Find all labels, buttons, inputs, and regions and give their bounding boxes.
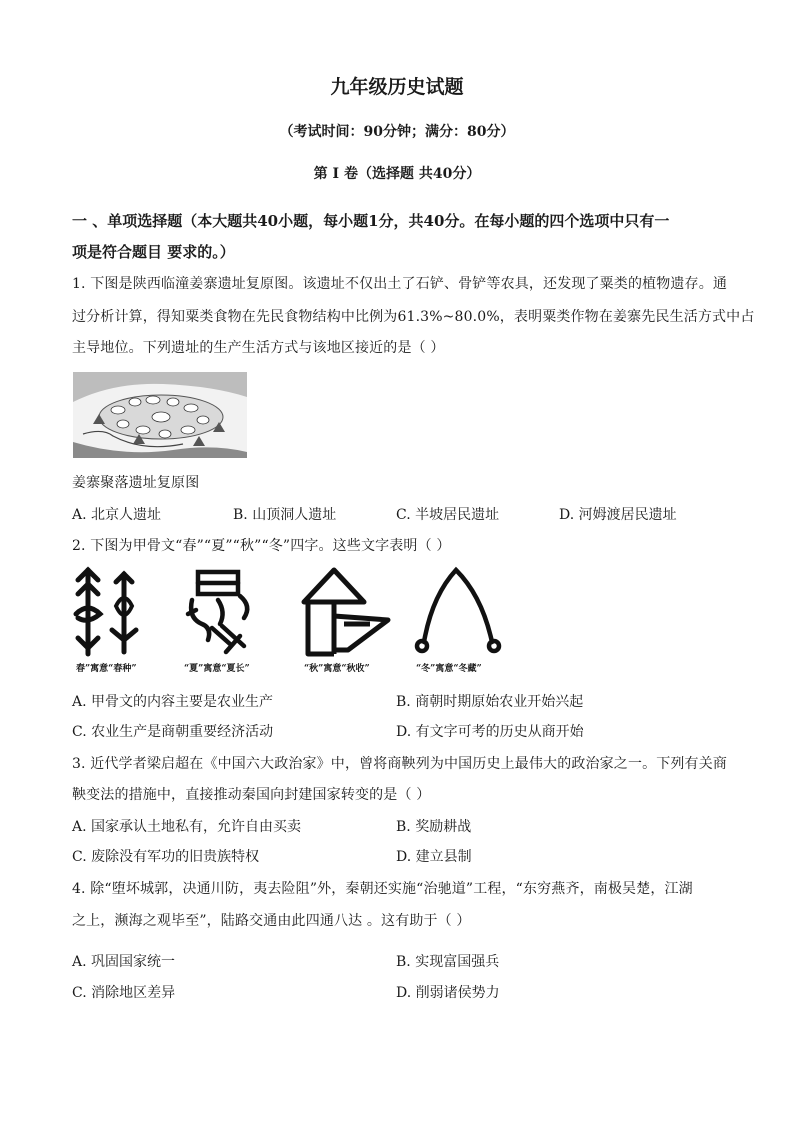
oracle-caption-winter: “冬”寓意“冬藏” bbox=[416, 664, 482, 674]
section-heading-line-2: 项是符合题目 要求的。） bbox=[72, 243, 235, 261]
question-4-line-2: 之上，濒海之观毕至”，陆路交通由此四通八达 。这有助于（ ） bbox=[72, 913, 471, 929]
q2-option-a[interactable]: A. 甲骨文的内容主要是农业生产 bbox=[72, 694, 274, 710]
q1-option-a[interactable]: A. 北京人遗址 bbox=[72, 507, 162, 523]
q4-option-d[interactable]: D. 削弱诸侯势力 bbox=[396, 985, 500, 1001]
oracle-winter-glyph bbox=[412, 566, 504, 658]
question-1-line-3: 主导地位。下列遗址的生产生活方式与该地区接近的是（ ） bbox=[72, 340, 445, 356]
question-4-line-1: 4. 除“堕坏城郭，决通川防，夷去险阻”外，秦朝还实施“治驰道”工程，“东穷燕齐，南极吴楚，江湖 bbox=[72, 881, 693, 897]
section-heading-line-1: 一 、单项选择题（本大题共40小题，每小题1分，共40分。在每小题的四个选项中只有一 bbox=[72, 212, 670, 230]
jiangzhai-settlement-illustration bbox=[73, 372, 247, 458]
oracle-caption-autumn: “秋”寓意“秋收” bbox=[304, 664, 370, 674]
exam-subtitle: （考试时间：90分钟；满分：80分） bbox=[279, 124, 515, 140]
q3-option-c[interactable]: C. 废除没有军功的旧贵族特权 bbox=[72, 849, 260, 865]
q4-option-a[interactable]: A. 巩固国家统一 bbox=[72, 954, 176, 970]
q3-option-d[interactable]: D. 建立县制 bbox=[396, 849, 472, 865]
q1-option-b[interactable]: B. 山顶洞人遗址 bbox=[233, 507, 337, 523]
question-3-line-1: 3. 近代学者梁启超在《中国六大政治家》中，曾将商鞅列为中国历史上最伟大的政治家之一。下列有关商 bbox=[72, 756, 728, 772]
volume-heading: 第 I 卷（选择题 共40分） bbox=[313, 166, 481, 182]
question-1-line-1: 1. 下图是陕西临潼姜寨遗址复原图。该遗址不仅出土了石铲、骨铲等农具，还发现了粟类的植物遗存。通 bbox=[72, 276, 728, 292]
q1-option-d[interactable]: D. 河姆渡居民遗址 bbox=[559, 507, 677, 523]
q4-option-b[interactable]: B. 实现富国强兵 bbox=[396, 954, 500, 970]
q2-option-c[interactable]: C. 农业生产是商朝重要经济活动 bbox=[72, 724, 274, 740]
figure-1-caption: 姜寨聚落遗址复原图 bbox=[72, 475, 200, 491]
oracle-caption-spring: 春”寓意“春种” bbox=[76, 664, 137, 674]
oracle-summer-glyph bbox=[182, 566, 262, 658]
q2-option-d[interactable]: D. 有文字可考的历史从商开始 bbox=[396, 724, 584, 740]
oracle-spring-glyph bbox=[72, 566, 148, 658]
question-3-line-2: 鞅变法的措施中，直接推动秦国向封建国家转变的是（ ） bbox=[72, 787, 431, 803]
oracle-autumn-glyph bbox=[300, 566, 392, 658]
q1-option-c[interactable]: C. 半坡居民遗址 bbox=[396, 507, 500, 523]
question-1-line-2: 过分析计算，得知粟类食物在先民食物结构中比例为61.3%~80.0%，表明粟类作物在姜寨先民生活方式中占 bbox=[72, 309, 755, 325]
q2-option-b[interactable]: B. 商朝时期原始农业开始兴起 bbox=[396, 694, 584, 710]
q4-option-c[interactable]: C. 消除地区差异 bbox=[72, 985, 176, 1001]
exam-title: 九年级历史试题 bbox=[330, 76, 464, 98]
q3-option-b[interactable]: B. 奖励耕战 bbox=[396, 819, 472, 835]
q3-option-a[interactable]: A. 国家承认土地私有，允许自由买卖 bbox=[72, 819, 302, 835]
question-2-line-1: 2. 下图为甲骨文“春”“夏”“秋”“冬”四字。这些文字表明（ ） bbox=[72, 538, 451, 554]
oracle-caption-summer: “夏”寓意“夏长” bbox=[184, 664, 250, 674]
